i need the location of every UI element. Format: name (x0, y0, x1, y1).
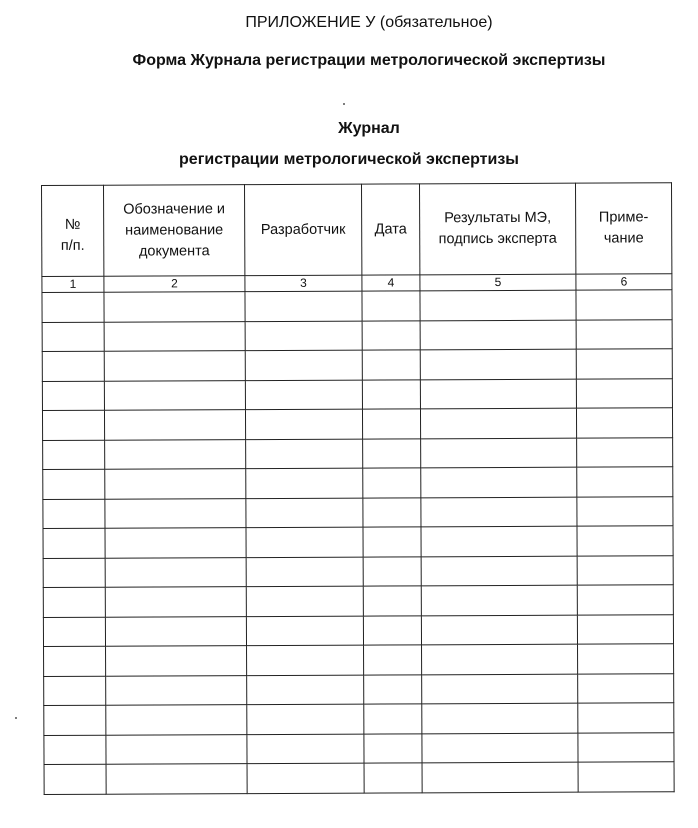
table-cell (421, 615, 577, 645)
table-cell (246, 468, 363, 498)
table-cell (578, 644, 674, 674)
table-cell (363, 468, 421, 498)
table-cell (42, 292, 104, 322)
table-cell (43, 587, 105, 617)
table-cell (363, 527, 421, 557)
table-cell (245, 409, 362, 439)
table-cell (577, 496, 673, 526)
table-cell (363, 586, 421, 616)
table-cell (105, 528, 246, 558)
table-row (43, 526, 673, 558)
table-cell (105, 439, 246, 469)
table-cell (364, 704, 422, 734)
table-cell (364, 645, 422, 675)
table-cell (43, 617, 105, 647)
table-cell (43, 499, 105, 529)
table-row (43, 467, 673, 499)
table-cell (420, 408, 576, 438)
table-cell (42, 351, 104, 381)
table-row (42, 349, 672, 381)
table-cell (422, 762, 578, 792)
column-number: 2 (104, 276, 245, 293)
table-cell (362, 350, 420, 380)
header-cell-date: Дата (361, 184, 419, 275)
table-cell (364, 733, 422, 763)
table-cell (42, 381, 104, 411)
table-cell (421, 438, 577, 468)
table-row (44, 732, 674, 764)
table-cell (422, 644, 578, 674)
table-cell (105, 557, 246, 587)
table-cell (44, 676, 106, 706)
header-cell-note: Приме- чание (575, 183, 671, 274)
table-cell (246, 586, 363, 616)
table-cell (44, 646, 106, 676)
table-cell (105, 587, 246, 617)
table-cell (42, 322, 104, 352)
table-cell (577, 437, 673, 467)
table-cell (363, 615, 421, 645)
table-cell (421, 585, 577, 615)
table-cell (44, 735, 106, 765)
column-number: 5 (420, 274, 576, 291)
table-cell (576, 319, 672, 349)
table-cell (363, 497, 421, 527)
table-cell (43, 558, 105, 588)
header-cell-results: Результаты МЭ, подпись эксперта (419, 183, 575, 275)
column-number: 6 (576, 274, 672, 290)
table-cell (420, 379, 576, 409)
table-cell (106, 734, 247, 764)
table-cell (106, 675, 247, 705)
journal-title: Журнал (338, 120, 400, 137)
table-cell (106, 705, 247, 735)
table-cell (44, 764, 106, 794)
appendix-title: ПРИЛОЖЕНИЕ У (обязательное) (245, 14, 493, 31)
table-row (42, 290, 672, 322)
table-cell (576, 408, 672, 438)
table-cell (576, 349, 672, 379)
table-cell (105, 469, 246, 499)
table-row (44, 703, 674, 735)
scan-speck (15, 717, 17, 719)
table-cell (246, 616, 363, 646)
column-number: 1 (42, 276, 104, 292)
table-row (42, 378, 672, 410)
table-row (44, 762, 674, 794)
table-row (43, 437, 673, 469)
table-cell (43, 528, 105, 558)
table-cell (421, 467, 577, 497)
scan-speck (343, 103, 345, 105)
header-cell-document: Обозначение и наименование документа (104, 185, 245, 277)
table-row (43, 496, 673, 528)
table-row (42, 408, 672, 440)
table-cell (578, 673, 674, 703)
table-cell (106, 764, 247, 794)
table-cell (421, 497, 577, 527)
table-cell (578, 732, 674, 762)
table-cell (421, 556, 577, 586)
journal-table (41, 182, 675, 794)
table-cell (104, 321, 245, 351)
table-cell (43, 440, 105, 470)
column-number: 4 (362, 275, 420, 291)
table-cell (577, 585, 673, 615)
table-cell (245, 380, 362, 410)
table-cell (247, 675, 364, 705)
table-cell (104, 410, 245, 440)
table-cell (247, 763, 364, 793)
table-cell (245, 321, 362, 351)
table-cell (577, 614, 673, 644)
table-row (43, 585, 673, 617)
table-cell (43, 469, 105, 499)
header-row (42, 183, 672, 277)
table-cell (576, 378, 672, 408)
table-cell (246, 557, 363, 587)
table-cell (577, 526, 673, 556)
table-cell (577, 555, 673, 585)
table-cell (363, 556, 421, 586)
table-row (44, 644, 674, 676)
table-cell (106, 646, 247, 676)
table-cell (247, 645, 364, 675)
table-row (42, 319, 672, 351)
journal-subtitle: регистрации метрологической экспертизы (179, 151, 519, 168)
table-cell (422, 703, 578, 733)
table-cell (364, 763, 422, 793)
journal-body (42, 290, 674, 794)
table-cell (44, 705, 106, 735)
table-cell (577, 467, 673, 497)
form-title: Форма Журнала регистрации метрологической экспертизы (132, 52, 606, 69)
table-cell (422, 674, 578, 704)
table-cell (105, 616, 246, 646)
table-cell (104, 380, 245, 410)
table-cell (104, 351, 245, 381)
table-cell (364, 674, 422, 704)
table-cell (362, 291, 420, 321)
table-cell (578, 703, 674, 733)
table-cell (104, 292, 245, 322)
table-cell (421, 526, 577, 556)
table-cell (576, 290, 672, 320)
table-cell (362, 320, 420, 350)
table-cell (578, 762, 674, 792)
header-cell-developer: Разработчик (245, 184, 362, 276)
table-cell (246, 527, 363, 557)
table-cell (42, 410, 104, 440)
table-cell (245, 291, 362, 321)
table-cell (362, 409, 420, 439)
table-row (43, 614, 673, 646)
column-number: 3 (245, 275, 362, 292)
table-cell (105, 498, 246, 528)
table-cell (422, 733, 578, 763)
table-cell (246, 498, 363, 528)
header-cell-number: № п/п. (42, 185, 104, 276)
table-row (44, 673, 674, 705)
table-cell (247, 734, 364, 764)
table-cell (246, 439, 363, 469)
table-row (43, 555, 673, 587)
table-cell (420, 349, 576, 379)
table-cell (363, 438, 421, 468)
table-cell (362, 379, 420, 409)
table-cell (247, 704, 364, 734)
table-cell (420, 320, 576, 350)
table-cell (245, 350, 362, 380)
table-cell (420, 290, 576, 320)
